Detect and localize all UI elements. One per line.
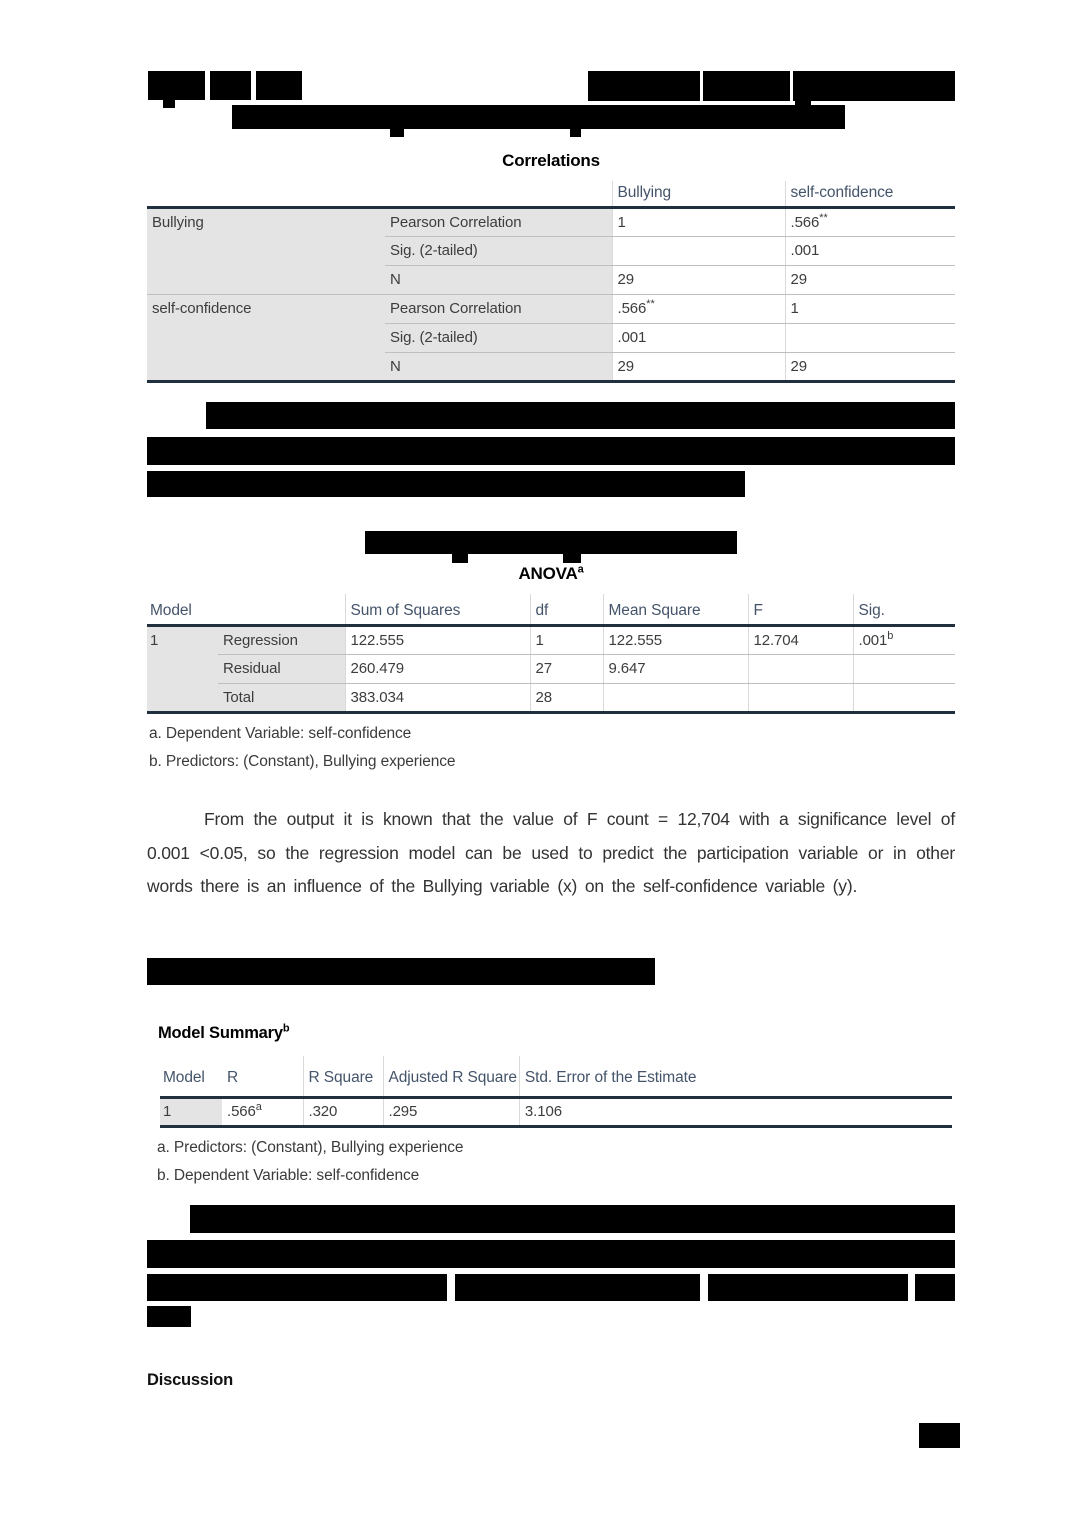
table-cell — [748, 654, 853, 683]
correlations-title: Correlations — [502, 151, 600, 170]
column-header-model: Model — [160, 1056, 222, 1097]
row-label — [147, 654, 218, 683]
table-cell — [853, 683, 955, 712]
column-header-sum-of-squares: Sum of Squares — [345, 594, 530, 625]
table-cell: 1 — [530, 625, 603, 654]
row-label — [147, 683, 218, 712]
redaction-bar — [190, 1205, 955, 1233]
row-label — [147, 236, 385, 265]
table-cell: .320 — [303, 1097, 383, 1126]
table-cell: 260.479 — [345, 654, 530, 683]
stat-label: Sig. (2-tailed) — [385, 323, 612, 352]
redaction-bar — [390, 129, 404, 137]
stat-label: Pearson Correlation — [385, 294, 612, 323]
redaction-bar — [210, 71, 251, 100]
column-header-f: F — [748, 594, 853, 625]
column-header-mean-square: Mean Square — [603, 594, 748, 625]
stat-label: Residual — [218, 654, 345, 683]
anova-footnote-b: b. Predictors: (Constant), Bullying experience — [149, 753, 456, 770]
stat-label: N — [385, 265, 612, 294]
table-cell: .566** — [612, 294, 785, 323]
table-cell: 28 — [530, 683, 603, 712]
redaction-bar — [147, 1306, 191, 1327]
table-cell: 1 — [612, 207, 785, 236]
table-cell: .001 — [785, 236, 955, 265]
anova-footnote-a: a. Dependent Variable: self-confidence — [149, 725, 412, 742]
table-cell: 9.647 — [603, 654, 748, 683]
table-header-row — [147, 181, 955, 207]
redaction-bar — [232, 105, 845, 129]
column-header-sig: Sig. — [853, 594, 955, 625]
table-cell — [147, 181, 385, 207]
redaction-bar — [147, 437, 955, 465]
row-label — [147, 323, 385, 352]
table-row — [147, 683, 955, 712]
column-header-adjusted-r-square: Adjusted R Square — [383, 1056, 519, 1097]
stat-label: Sig. (2-tailed) — [385, 236, 612, 265]
table-cell — [603, 683, 748, 712]
redaction-bar — [147, 1240, 955, 1268]
table-row — [147, 294, 955, 323]
table-cell: 29 — [612, 352, 785, 381]
table-cell: .566$^a$ — [227, 1101, 262, 1120]
column-header-self-confidence: self-confidence — [785, 181, 955, 207]
table-cell — [612, 236, 785, 265]
column-header-bullying: Bullying — [612, 181, 785, 207]
model-summary-table — [160, 1056, 952, 1128]
body-paragraph: From the output it is known that the value of F count = 12,704 with a significance level of 0.001 <0.05, so the regression model can be used to predict the participation variable or in other words there is an influence of the Bullying variable (x) on the self-confidence variable (y). — [147, 809, 955, 896]
table-row — [147, 625, 955, 654]
table-row — [147, 207, 955, 236]
table-cell — [385, 181, 612, 207]
table-row — [147, 236, 955, 265]
table-cell — [748, 683, 853, 712]
table-header-row — [160, 1056, 952, 1097]
redaction-bar — [452, 554, 468, 563]
stat-label: N — [385, 352, 612, 381]
redaction-bar — [919, 1423, 960, 1448]
row-label: Bullying — [147, 207, 385, 236]
table-header-row — [147, 594, 955, 625]
anova-title: ANOVA$^a$ — [518, 563, 584, 583]
table-cell — [785, 323, 955, 352]
column-header-model: Model — [147, 594, 345, 625]
table-cell: 29 — [785, 352, 955, 381]
redaction-bar — [588, 71, 700, 101]
table-cell: 29 — [785, 265, 955, 294]
redaction-bar — [148, 71, 205, 100]
row-label: 1 — [160, 1097, 222, 1126]
table-cell: 12.704 — [748, 625, 853, 654]
column-header-r-square: R Square — [303, 1056, 383, 1097]
anova-table — [147, 594, 955, 714]
redaction-bar — [455, 1274, 700, 1301]
redaction-bar — [563, 554, 581, 563]
redaction-bar — [206, 402, 955, 429]
table-cell: 29 — [612, 265, 785, 294]
redaction-bar — [256, 71, 302, 100]
table-row — [147, 323, 955, 352]
redaction-bar — [703, 71, 790, 101]
table-cell: 122.555 — [345, 625, 530, 654]
row-label — [147, 352, 385, 381]
table-row — [160, 1097, 952, 1126]
table-cell: 27 — [530, 654, 603, 683]
column-header-r: R — [222, 1056, 303, 1097]
redaction-bar — [163, 100, 175, 108]
redaction-bar — [793, 71, 955, 101]
redaction-bar — [147, 471, 745, 497]
redaction-bar — [147, 958, 655, 985]
model-summary-title: Model Summary$^b$ — [158, 1022, 290, 1042]
redaction-bar — [570, 129, 581, 137]
redaction-bar — [708, 1274, 908, 1301]
row-label: self-confidence — [147, 294, 385, 323]
table-cell: 122.555 — [603, 625, 748, 654]
column-header-std-error: Std. Error of the Estimate — [519, 1056, 952, 1097]
row-label — [147, 265, 385, 294]
table-cell: .295 — [383, 1097, 519, 1126]
model-summary-footnote-b: b. Dependent Variable: self-confidence — [157, 1167, 420, 1184]
model-summary-footnote-a: a. Predictors: (Constant), Bullying experience — [157, 1139, 464, 1156]
stat-label: Pearson Correlation — [385, 207, 612, 236]
table-row — [147, 352, 955, 381]
redaction-bar — [147, 1274, 447, 1301]
table-cell: 1 — [785, 294, 955, 323]
stat-label: Regression — [218, 625, 345, 654]
table-row — [147, 654, 955, 683]
table-cell: .001 — [612, 323, 785, 352]
table-cell: 3.106 — [519, 1097, 952, 1126]
stat-label: Total — [218, 683, 345, 712]
table-row — [147, 265, 955, 294]
table-cell: .001$^b$ — [853, 625, 955, 654]
row-label: 1 — [147, 625, 218, 654]
table-cell — [853, 654, 955, 683]
redaction-bar — [365, 531, 737, 554]
table-cell: .566** — [785, 207, 955, 236]
discussion-heading: Discussion — [147, 1371, 234, 1389]
correlations-table — [147, 181, 955, 383]
redaction-bar — [915, 1274, 955, 1301]
table-cell: 383.034 — [345, 683, 530, 712]
column-header-df: df — [530, 594, 603, 625]
